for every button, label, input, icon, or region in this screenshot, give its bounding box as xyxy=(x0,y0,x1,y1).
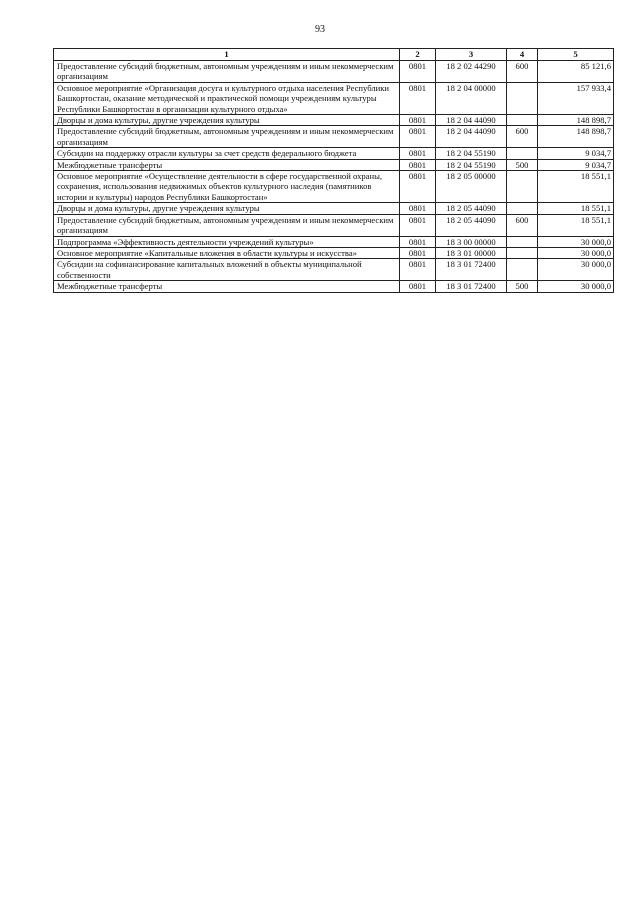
row-type-cell xyxy=(507,171,538,203)
row-section-cell: 0801 xyxy=(400,203,436,214)
row-section-cell: 0801 xyxy=(400,148,436,159)
row-target-cell: 18 3 00 00000 xyxy=(436,236,507,247)
row-target-cell: 18 2 04 55190 xyxy=(436,148,507,159)
row-target-cell: 18 2 05 44090 xyxy=(436,203,507,214)
row-amount-cell: 9 034,7 xyxy=(538,148,614,159)
row-type-cell xyxy=(507,259,538,281)
page-number: 93 xyxy=(315,24,325,35)
row-name-cell: Дворцы и дома культуры, другие учреждения культуры xyxy=(54,203,400,214)
table-row xyxy=(54,259,614,281)
row-section-cell: 0801 xyxy=(400,236,436,247)
column-header-5: 5 xyxy=(538,49,614,61)
row-target-cell: 18 3 01 72400 xyxy=(436,259,507,281)
row-type-cell: 600 xyxy=(507,126,538,148)
row-section-cell: 0801 xyxy=(400,82,436,114)
row-section-cell: 0801 xyxy=(400,247,436,258)
row-target-cell: 18 3 01 00000 xyxy=(436,247,507,258)
row-name-cell: Предоставление субсидий бюджетным, автономным учреждениям и иным некоммерческим организациям xyxy=(54,126,400,148)
budget-table xyxy=(53,48,614,293)
row-name-cell: Основное мероприятие «Капитальные вложения в области культуры и искусства» xyxy=(54,247,400,258)
column-header-4: 4 xyxy=(507,49,538,61)
row-amount-cell: 85 121,6 xyxy=(538,61,614,83)
row-name-cell: Межбюджетные трансферты xyxy=(54,281,400,292)
row-name-cell: Основное мероприятие «Осуществление деятельности в сфере государственной охраны, сохранения, использования недвижимых объектов культурного наследия (памятников истории и культуры) народов Республики Башкортостан» xyxy=(54,171,400,203)
row-section-cell: 0801 xyxy=(400,159,436,170)
row-section-cell: 0801 xyxy=(400,61,436,83)
row-target-cell: 18 2 04 44090 xyxy=(436,115,507,126)
row-section-cell: 0801 xyxy=(400,214,436,236)
table-row xyxy=(54,214,614,236)
row-section-cell: 0801 xyxy=(400,171,436,203)
row-target-cell: 18 3 01 72400 xyxy=(436,281,507,292)
row-target-cell: 18 2 05 00000 xyxy=(436,171,507,203)
table-row xyxy=(54,61,614,83)
row-name-cell: Субсидии на поддержку отрасли культуры за счет средств федерального бюджета xyxy=(54,148,400,159)
row-name-cell: Дворцы и дома культуры, другие учреждения культуры xyxy=(54,115,400,126)
table-row xyxy=(54,126,614,148)
table-row xyxy=(54,82,614,114)
row-amount-cell: 30 000,0 xyxy=(538,281,614,292)
column-header-1: 1 xyxy=(54,49,400,61)
column-header-3: 3 xyxy=(436,49,507,61)
row-amount-cell: 30 000,0 xyxy=(538,259,614,281)
row-target-cell: 18 2 04 55190 xyxy=(436,159,507,170)
row-name-cell: Предоставление субсидий бюджетным, автономным учреждениям и иным некоммерческим организациям xyxy=(54,61,400,83)
row-type-cell xyxy=(507,148,538,159)
table-row xyxy=(54,115,614,126)
row-amount-cell: 9 034,7 xyxy=(538,159,614,170)
row-target-cell: 18 2 04 00000 xyxy=(436,82,507,114)
row-section-cell: 0801 xyxy=(400,126,436,148)
table-row xyxy=(54,203,614,214)
row-name-cell: Предоставление субсидий бюджетным, автономным учреждениям и иным некоммерческим организациям xyxy=(54,214,400,236)
row-type-cell xyxy=(507,236,538,247)
row-type-cell: 600 xyxy=(507,214,538,236)
row-amount-cell: 157 933,4 xyxy=(538,82,614,114)
row-target-cell: 18 2 05 44090 xyxy=(436,214,507,236)
row-type-cell: 600 xyxy=(507,61,538,83)
row-target-cell: 18 2 04 44090 xyxy=(436,126,507,148)
table-row xyxy=(54,236,614,247)
row-section-cell: 0801 xyxy=(400,259,436,281)
row-amount-cell: 30 000,0 xyxy=(538,236,614,247)
row-target-cell: 18 2 02 44290 xyxy=(436,61,507,83)
row-type-cell xyxy=(507,247,538,258)
table-row xyxy=(54,171,614,203)
table-row xyxy=(54,281,614,292)
row-name-cell: Подпрограмма «Эффективность деятельности учреждений культуры» xyxy=(54,236,400,247)
column-header-2: 2 xyxy=(400,49,436,61)
row-amount-cell: 148 898,7 xyxy=(538,115,614,126)
row-amount-cell: 30 000,0 xyxy=(538,247,614,258)
table-header-row xyxy=(54,49,614,61)
row-type-cell xyxy=(507,203,538,214)
row-amount-cell: 18 551,1 xyxy=(538,171,614,203)
row-name-cell: Субсидии на софинансирование капитальных вложений в объекты муниципальной собственности xyxy=(54,259,400,281)
row-name-cell: Основное мероприятие «Организация досуга и культурного отдыха населения Республики Башкортостан, оказание методической и практической помощи учреждениям культуры Республики Башкортостан в организации культурного отдыха» xyxy=(54,82,400,114)
row-amount-cell: 18 551,1 xyxy=(538,214,614,236)
table-row xyxy=(54,247,614,258)
table-row xyxy=(54,159,614,170)
row-section-cell: 0801 xyxy=(400,281,436,292)
row-type-cell: 500 xyxy=(507,159,538,170)
row-type-cell: 500 xyxy=(507,281,538,292)
row-type-cell xyxy=(507,82,538,114)
row-amount-cell: 148 898,7 xyxy=(538,126,614,148)
table-row xyxy=(54,148,614,159)
row-amount-cell: 18 551,1 xyxy=(538,203,614,214)
row-section-cell: 0801 xyxy=(400,115,436,126)
row-type-cell xyxy=(507,115,538,126)
row-name-cell: Межбюджетные трансферты xyxy=(54,159,400,170)
